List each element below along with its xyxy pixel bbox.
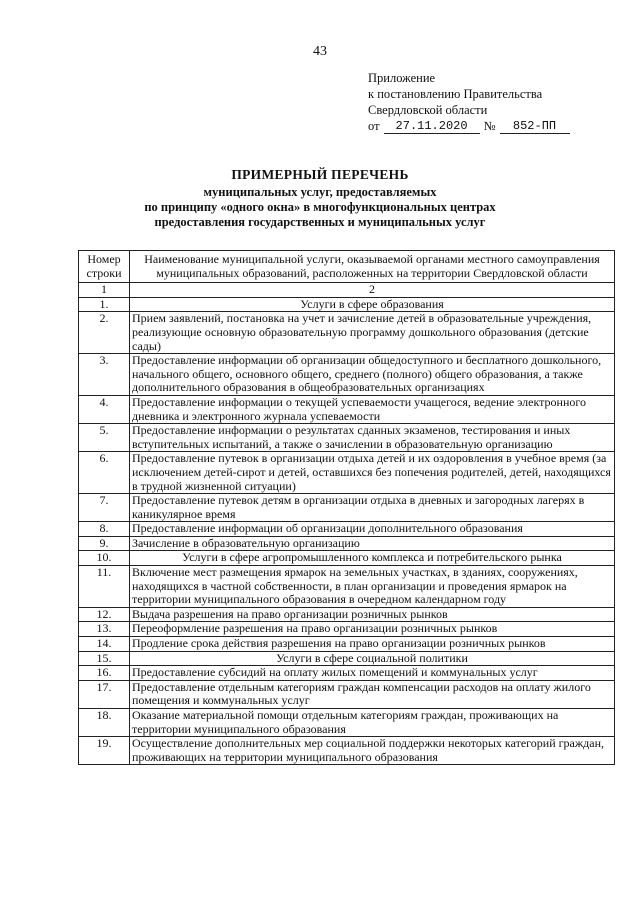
service-name: Предоставление информации об организации общедоступного и бесплатного дошкольного, начального общего, основного общего, среднего (полного) общего образования, а также дополнительного образования в общеобразовательных организациях: [130, 354, 615, 396]
table-row: [79, 522, 615, 537]
appendix-region: Свердловской области: [368, 103, 488, 117]
section-title: Услуги в сфере образования: [130, 297, 615, 312]
row-number: 10.: [79, 551, 130, 566]
row-number: 5.: [79, 424, 130, 452]
column-numbers-row: [79, 283, 615, 298]
table-row: [79, 709, 615, 737]
section-title: Услуги в сфере агропромышленного комплекса и потребительского рынка: [130, 551, 615, 566]
service-name: Осуществление дополнительных мер социальной поддержки некоторых категорий граждан, проживающих на территории муниципального образования: [130, 737, 615, 765]
row-number: 8.: [79, 522, 130, 537]
section-row: [79, 297, 615, 312]
service-name: Предоставление путевок детям в организации отдыха в дневных и загородных лагерях в каникулярное время: [130, 494, 615, 522]
resolution-date: 27.11.2020: [384, 120, 480, 134]
table-row: [79, 494, 615, 522]
table-row: [79, 536, 615, 551]
row-number: 18.: [79, 709, 130, 737]
service-name: Выдача разрешения на право организации розничных рынков: [130, 607, 615, 622]
section-row: [79, 651, 615, 666]
row-number: 12.: [79, 607, 130, 622]
number-sign: №: [483, 119, 496, 133]
service-name: Предоставление информации о результатах сданных экзаменов, тестирования и иных вступительных испытаний, а также о зачислении в образовательную организацию: [130, 424, 615, 452]
service-name: Прием заявлений, постановка на учет и зачисление детей в образовательные учреждения, реализующие основную образовательную программу дошкольного образования (детские сады): [130, 312, 615, 354]
row-number: 17.: [79, 680, 130, 708]
service-name: Переоформление разрешения на право организации розничных рынков: [130, 622, 615, 637]
row-number: 9.: [79, 536, 130, 551]
row-number: 1.: [79, 297, 130, 312]
table-row: [79, 566, 615, 608]
service-name: Предоставление субсидий на оплату жилых помещений и коммунальных услуг: [130, 666, 615, 681]
row-number: 11.: [79, 566, 130, 608]
row-number: 16.: [79, 666, 130, 681]
page-number: 43: [313, 44, 327, 59]
table-row: [79, 395, 615, 423]
column-number-1: 1: [79, 283, 130, 298]
table-row: [79, 312, 615, 354]
appendix-resolution-ref: к постановлению Правительства: [368, 87, 543, 101]
table-row: [79, 737, 615, 765]
row-number: 13.: [79, 622, 130, 637]
service-name: Оказание материальной помощи отдельным категориям граждан, проживающих на территории муниципального образования: [130, 709, 615, 737]
service-name: Предоставление путевок в организации отдыха детей и их оздоровления в учебное время (за исключением детей-сирот и детей, оставшихся без попечения родителей, детей, находящихся в трудной жизненной ситуации): [130, 452, 615, 494]
title-main: ПРИМЕРНЫЙ ПЕРЕЧЕНЬ: [231, 167, 409, 182]
row-number: 2.: [79, 312, 130, 354]
row-number: 15.: [79, 651, 130, 666]
header-service-name: Наименование муниципальной услуги, оказываемой органами местного самоуправления муниципальных образований, расположенных на территории Свердловской области: [130, 251, 615, 283]
appendix-block: [368, 70, 570, 134]
table-row: [79, 424, 615, 452]
table-row: [79, 354, 615, 396]
title-sub-3: предоставления государственных и муниципальных услуг: [154, 215, 486, 229]
resolution-number: 852-ПП: [500, 120, 570, 134]
title-sub-2: по принципу «одного окна» в многофункциональных центрах: [144, 200, 496, 214]
service-name: Предоставление информации о текущей успеваемости учащегося, ведение электронного дневника и электронного журнала успеваемости: [130, 395, 615, 423]
service-name: Зачисление в образовательную организацию: [130, 536, 615, 551]
title-sub-1: муниципальных услуг, предоставляемых: [203, 185, 437, 199]
appendix-label: Приложение: [368, 71, 436, 85]
service-name: Включение мест размещения ярмарок на земельных участках, в зданиях, сооружениях, находящихся в частной собственности, в план организации и проведения ярмарок на территории муниципального образования в очередном календарном году: [130, 566, 615, 608]
row-number: 19.: [79, 737, 130, 765]
row-number: 6.: [79, 452, 130, 494]
table-row: [79, 637, 615, 652]
document-title: [0, 167, 640, 230]
section-title: Услуги в сфере социальной политики: [130, 651, 615, 666]
section-row: [79, 551, 615, 566]
table-row: [79, 666, 615, 681]
row-number: 14.: [79, 637, 130, 652]
row-number: 7.: [79, 494, 130, 522]
table-row: [79, 680, 615, 708]
service-name: Продление срока действия разрешения на право организации розничных рынков: [130, 637, 615, 652]
table-row: [79, 607, 615, 622]
table-row: [79, 452, 615, 494]
table-header-row: [79, 251, 615, 283]
service-name: Предоставление информации об организации дополнительного образования: [130, 522, 615, 537]
table-row: [79, 622, 615, 637]
row-number: 4.: [79, 395, 130, 423]
service-name: Предоставление отдельным категориям граждан компенсации расходов на оплату жилого помещения и коммунальных услуг: [130, 680, 615, 708]
header-number: Номер строки: [79, 251, 130, 283]
appendix-date-number-line: [368, 118, 570, 134]
date-prefix: от: [368, 119, 380, 133]
services-table: [78, 250, 615, 765]
row-number: 3.: [79, 354, 130, 396]
column-number-2: 2: [130, 283, 615, 298]
